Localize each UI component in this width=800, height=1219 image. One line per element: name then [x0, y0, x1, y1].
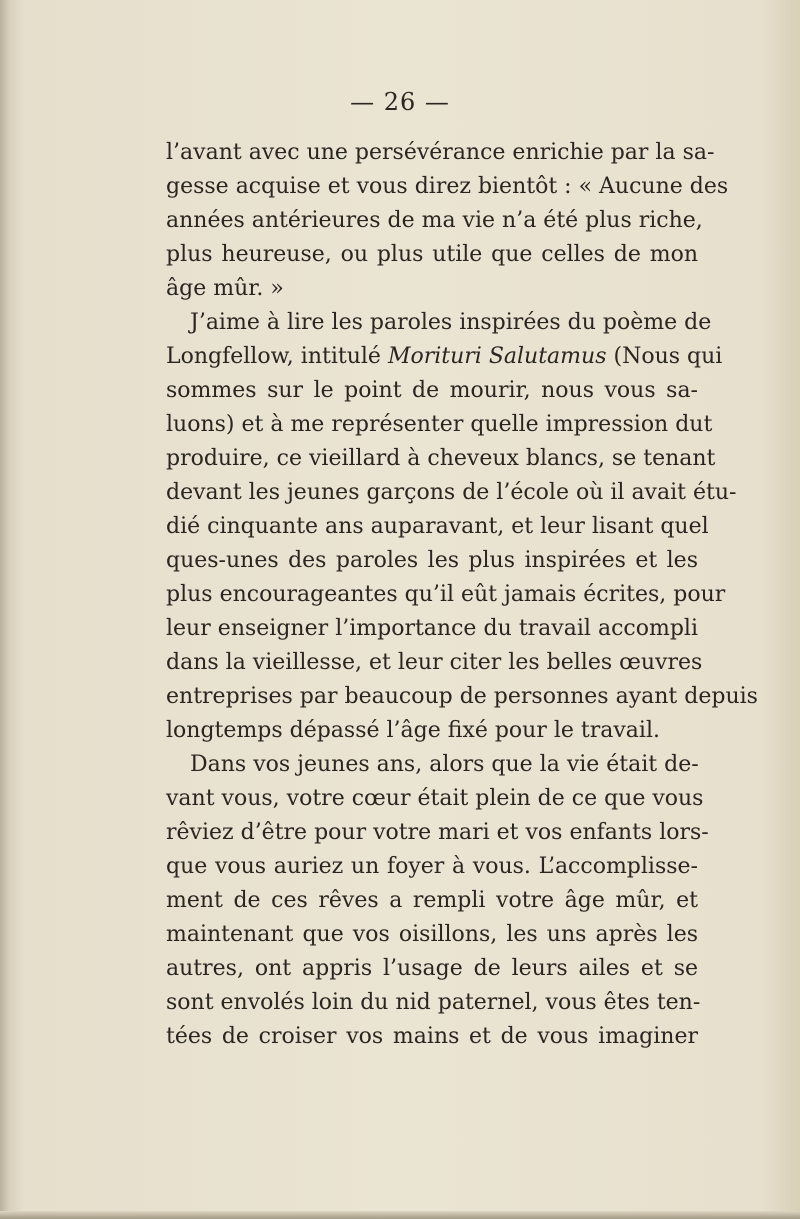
text-line: J’aime à lire les paroles inspirées du poème de [190, 310, 712, 335]
text-line: ment de ces rêves a rempli votre âge mûr, et [166, 888, 698, 913]
text-line: leur enseigner l’importance du travail accompli [166, 616, 698, 641]
text-line: âge mûr. » [166, 276, 284, 301]
page-spine-shadow [0, 0, 10, 1219]
text-line: tées de croiser vos mains et de vous imaginer [166, 1024, 698, 1049]
text-line: luons) et à me représenter quelle impression dut [166, 412, 713, 437]
text-line: plus encourageantes qu’il eût jamais écrites, pour [166, 582, 726, 607]
text-line: entreprises par beaucoup de personnes ayant depuis [166, 684, 758, 709]
text-fragment: Longfellow, intitulé [166, 344, 388, 369]
text-fragment: (Nous qui [606, 344, 723, 369]
text-line: dans la vieillesse, et leur citer les belles œuvres [166, 650, 703, 675]
body-text [166, 136, 758, 1054]
page-bottom-edge [0, 1211, 800, 1219]
text-line: l’avant avec une persévérance enrichie par la sa- [166, 140, 715, 165]
text-line: années antérieures de ma vie n’a été plus riche, [166, 208, 703, 233]
text-line: produire, ce vieillard à cheveux blancs, se tenant [166, 446, 716, 471]
text-line: vant vous, votre cœur était plein de ce que vous [166, 786, 704, 811]
page-number: — 26 — [350, 88, 450, 116]
text-line: autres, ont appris l’usage de leurs ailes et se [166, 956, 698, 981]
text-line: sont envolés loin du nid paternel, vous êtes ten- [166, 990, 701, 1015]
text-line: dié cinquante ans auparavant, et leur lisant quel [166, 514, 709, 539]
text-line: devant les jeunes garçons de l’école où il avait étu- [166, 480, 737, 505]
text-line: gesse acquise et vous direz bientôt : « Aucune des [166, 174, 729, 199]
text-line: que vous auriez un foyer à vous. L’accomplisse- [166, 854, 698, 879]
text-line: ques-unes des paroles les plus inspirées et les [166, 548, 698, 573]
poem-title: Morituri Salutamus [387, 344, 607, 369]
text-line: rêviez d’être pour votre mari et vos enfants lors- [166, 820, 709, 845]
text-line: plus heureuse, ou plus utile que celles de mon [166, 242, 698, 267]
text-line: maintenant que vos oisillons, les uns après les [166, 922, 698, 947]
text-line [166, 340, 723, 374]
text-line: Dans vos jeunes ans, alors que la vie était de- [190, 752, 699, 777]
text-line: longtemps dépassé l’âge fixé pour le travail. [166, 718, 660, 743]
text-line: sommes sur le point de mourir, nous vous sa- [166, 378, 698, 403]
